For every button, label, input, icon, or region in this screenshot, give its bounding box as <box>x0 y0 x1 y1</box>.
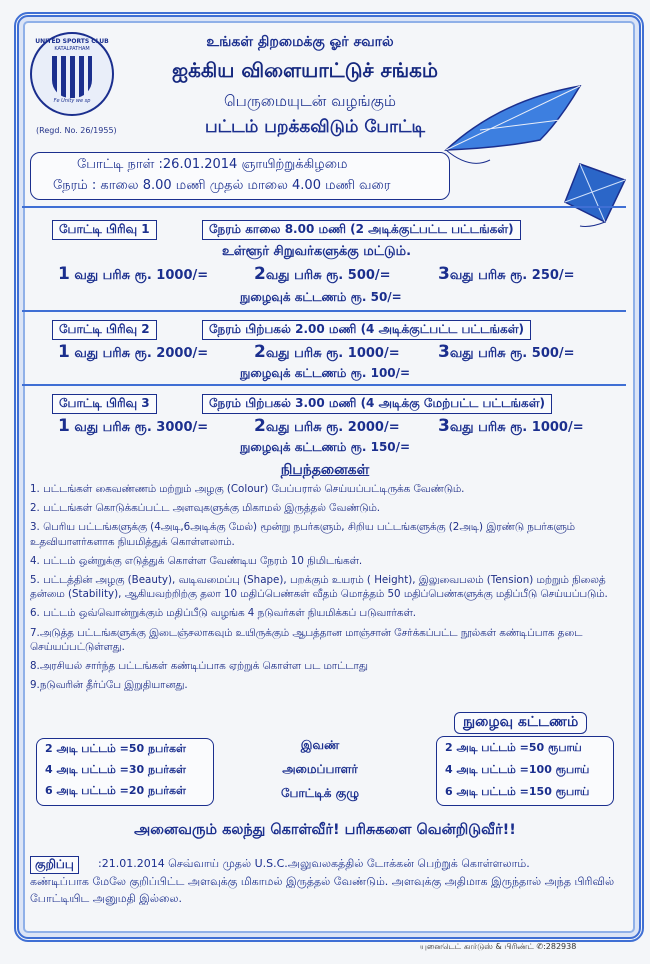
judges-line: 2 அடி பட்டம் =50 நபர்கள் <box>45 742 186 755</box>
division-3-prize-1: 1 வது பரிசு ரூ. 3000/= <box>58 416 209 436</box>
judges-line: 4 அடி பட்டம் =30 நபர்கள் <box>45 763 186 776</box>
logo-shield-icon <box>52 56 92 98</box>
presents-text: பெருமையுடன் வழங்கும் <box>224 92 396 110</box>
division-1-prize-3: 3வது பரிசு ரூ. 250/= <box>438 264 575 284</box>
organizer-line: இவண் <box>300 738 340 752</box>
division-3-fee: நுழைவுக் கட்டணம் ரூ. 150/= <box>240 440 411 454</box>
note-line-2: கண்டிப்பாக மேலே குறிப்பிட்ட அளவுக்கு மிகாமல் இருத்தல் வேண்டும். அளவுக்கு அதிமாக இருந்தால் அந்த பிரிவில் போட்டியிட அனுமதி இல்லை. <box>30 875 615 905</box>
rule-item: 5. பட்டத்தின் அழகு (Beauty), வடிவமைப்பு (Shape), பறக்கும் உயரம் ( Height), இலுவைபலம் (Tension) மற்றும் நிலைத் தன்மை (Stability), ஆகியவற்றிற்கு தலா 10 மதிப்பெண்கள் வீதம் மொத்தம் 50 மதிப்பெண்களுக்கு மதிப்பீடு செய்யப்படும். <box>30 574 608 601</box>
division-3-time: நேரம் பிற்பகல் 3.00 மணி (4 அடிக்கு மேற்பட்ட பட்டங்கள்) <box>202 394 552 414</box>
organizer-line: அமைப்பாளர் <box>282 762 358 776</box>
rule-item: 9.நடுவரின் தீர்ப்பே இறுதியானது. <box>30 679 188 692</box>
entry-fee-line: 2 அடி பட்டம் =50 ரூபாய் <box>445 741 582 754</box>
rule-item: 4. பட்டம் ஒன்றுக்கு எடுத்துக் கொள்ள வேண்டிய நேரம் 10 நிமிடங்கள். <box>30 554 363 567</box>
note-label: குறிப்பு <box>30 856 79 874</box>
entry-fee-line: 4 அடி பட்டம் =100 ரூபாய் <box>445 763 590 776</box>
organizer-block <box>270 738 370 802</box>
division-2-prize-1: 1 வது பரிசு ரூ. 2000/= <box>58 342 209 362</box>
organizer-line: போட்டிக் குழு <box>280 786 360 800</box>
entry-fee-box <box>436 736 614 806</box>
club-logo <box>30 32 114 116</box>
date-time-box <box>30 152 450 200</box>
logo-motto: Fe Unity we sp <box>53 98 91 104</box>
large-kite-icon <box>446 86 580 163</box>
entry-fee-line: 6 அடி பட்டம் =150 ரூபாய் <box>445 785 590 798</box>
division-1 <box>22 206 626 312</box>
rule-item: 2. பட்டங்கள் கொடுக்கப்பட்ட அளவுகளுக்கு மிகாமல் இருத்தல் வேண்டும். <box>30 502 381 515</box>
division-2-prize-2: 2வது பரிசு ரூ. 1000/= <box>254 342 400 362</box>
competition-time: நேரம் : காலை 8.00 மணி முதல் மாலை 4.00 மணி வரை <box>53 178 391 193</box>
division-2-fee: நுழைவுக் கட்டணம் ரூ. 100/= <box>240 366 411 380</box>
logo-place-text: KATALPATHAM <box>54 46 90 52</box>
division-1-prize-2: 2வது பரிசு ரூ. 500/= <box>254 264 391 284</box>
club-name: ஐக்கிய விளையாட்டுச் சங்கம் <box>172 58 438 82</box>
tagline: உங்கள் திறமைக்கு ஓர் சவால் <box>206 34 394 50</box>
competition-date: போட்டி நாள் :26.01.2014 ஞாயிற்றுக்கிழமை <box>77 157 348 172</box>
note-section <box>22 850 626 916</box>
judges-box <box>36 738 214 806</box>
division-1-note: உள்ளூர் சிறுவர்களுக்கு மட்டும். <box>222 244 412 259</box>
entry-fee-title: நுழைவு கட்டணம் <box>454 712 587 734</box>
rule-item: 6. பட்டம் ஒவ்வொன்றுக்கும் மதிப்பீடு வழங்க 4 நடுவர்கள் நியமிக்கப் படுவார்கள். <box>30 607 417 620</box>
rules-title: நிபந்தனைகள் <box>280 462 370 478</box>
division-2 <box>22 310 626 386</box>
division-1-fee: நுழைவுக் கட்டணம் ரூ. 50/= <box>240 290 402 304</box>
rules-list <box>30 482 622 697</box>
division-2-label: போட்டி பிரிவு 2 <box>52 320 157 340</box>
rule-item: 3. பெரிய பட்டங்களுக்கு (4அடி,6அடிக்கு மேல்) மூன்று நபர்களும், சிறிய பட்டங்களுக்கு (2அடி) இரண்டு நபர்களும் உதவியாளர்களாக நியமித்துக் கொள்ளலாம். <box>30 521 575 548</box>
rule-item: 1. பட்டங்கள் கைவண்ணம் மற்றும் அழகு (Colour) பேப்பரால் செய்யப்பட்டிருக்க வேண்டும். <box>30 483 465 495</box>
registration-number: (Regd. No. 26/1955) <box>36 126 117 135</box>
event-title: பட்டம் பறக்கவிடும் போட்டி <box>204 117 426 137</box>
division-1-label: போட்டி பிரிவு 1 <box>52 220 157 240</box>
division-3-prize-3: 3வது பரிசு ரூ. 1000/= <box>438 416 584 436</box>
rule-item: 7.அடுத்த பட்டங்களுக்கு இடைஞ்சலாகவும் உயிருக்கும் ஆபத்தான மாஞ்சான் சேர்க்கப்பட்ட நூல்கள் கண்டிப்பாக தடை செய்யப்பட்டுள்ளது. <box>30 626 583 653</box>
judges-line: 6 அடி பட்டம் =20 நபர்கள் <box>45 784 186 797</box>
printer-credit: யுனைடெட் கார்டுஸ் & பிரிண்ட் ✆:282938 <box>420 942 577 951</box>
division-3-label: போட்டி பிரிவு 3 <box>52 394 157 414</box>
division-1-time: நேரம் காலை 8.00 மணி (2 அடிக்குட்பட்ட பட்டங்கள்) <box>202 220 521 240</box>
note-line-1: :21.01.2014 செவ்வாய் முதல் U.S.C.அலுவலகத்தில் டோக்கன் பெற்றுக் கொள்ளலாம். <box>98 857 530 870</box>
logo-club-text: UNITED SPORTS CLUB <box>35 38 109 45</box>
rule-item: 8.அரசியல் சார்ந்த பட்டங்கள் கண்டிப்பாக ஏற்றுக் கொள்ள பட மாட்டாது <box>30 660 368 673</box>
division-2-time: நேரம் பிற்பகல் 2.00 மணி (4 அடிக்குட்பட்ட பட்டங்கள்) <box>202 320 531 340</box>
division-2-prize-3: 3வது பரிசு ரூ. 500/= <box>438 342 575 362</box>
division-3-prize-2: 2வது பரிசு ரூ. 2000/= <box>254 416 400 436</box>
division-1-prize-1: 1 வது பரிசு ரூ. 1000/= <box>58 264 209 284</box>
division-3 <box>22 384 626 460</box>
slogan: அனைவரும் கலந்து கொள்வீர்! பரிசுகளை வென்றிடுவீர்!! <box>134 822 516 838</box>
